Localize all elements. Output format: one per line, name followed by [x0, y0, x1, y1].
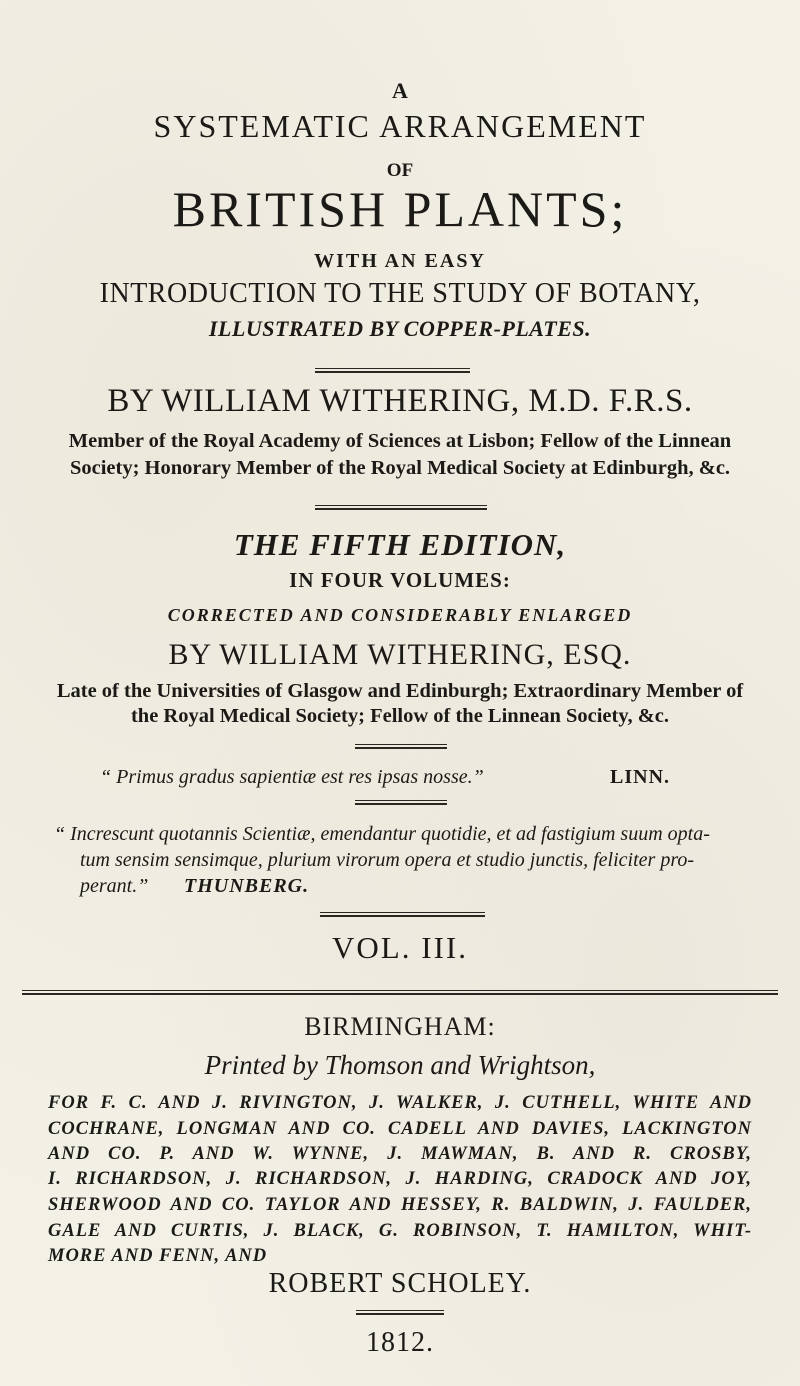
- imprint-city: BIRMINGHAM:: [304, 1012, 496, 1041]
- title-article: A: [392, 78, 408, 103]
- author-credentials-1: Member of the Royal Academy of Sciences at Lisbon; Fellow of the Linnean: [68, 430, 732, 452]
- title-of: OF: [386, 160, 414, 181]
- title-illustrated: ILLUSTRATED BY COPPER-PLATES.: [208, 316, 592, 341]
- imprint-printer: Printed by Thomson and Wrightson,: [204, 1050, 596, 1080]
- editor-line: BY WILLIAM WITHERING, ESQ.: [168, 638, 632, 671]
- epigraph-thunberg-line-2: tum sensim sensimque, plurium virorum opera et studio junctis, feliciter pro-: [80, 849, 695, 871]
- imprint-publishers-1: FOR F. C. AND J. RIVINGTON, J. WALKER, J. CUTHELL, WHITE AND: [48, 1093, 752, 1113]
- imprint-final-publisher: ROBERT SCHOLEY.: [268, 1268, 532, 1299]
- imprint-publishers-7: MORE AND FENN, AND: [48, 1246, 268, 1266]
- imprint-publishers-5: SHERWOOD AND CO. TAYLOR AND HESSEY, R. BALDWIN, J. FAULDER,: [48, 1195, 752, 1215]
- imprint-publishers-4: I. RICHARDSON, J. RICHARDSON, J. HARDING, CRADOCK AND JOY,: [48, 1169, 752, 1189]
- epigraph-linnaeus-author: LINN.: [610, 766, 671, 788]
- title-british-plants: BRITISH PLANTS;: [172, 181, 628, 237]
- divider-rule: [355, 800, 447, 805]
- title-systematic-arrangement: SYSTEMATIC ARRANGEMENT: [153, 108, 647, 144]
- editor-credentials-2: the Royal Medical Society; Fellow of the Linnean Society, &c.: [130, 705, 670, 727]
- title-introduction: INTRODUCTION TO THE STUDY OF BOTANY,: [99, 278, 701, 309]
- edition-title: THE FIFTH EDITION,: [233, 527, 567, 562]
- divider-rule: [320, 912, 485, 917]
- divider-rule: [315, 368, 470, 373]
- epigraph-thunberg-line-1: “ Increscunt quotannis Scientiæ, emendantur quotidie, et ad fastigium suum opta-: [54, 823, 710, 845]
- imprint-publishers-3: AND CO. P. AND W. WYNNE, J. MAWMAN, B. AND R. CROSBY,: [48, 1144, 752, 1164]
- editor-credentials-1: Late of the Universities of Glasgow and Edinburgh; Extraordinary Member of: [56, 680, 744, 702]
- imprint-publishers-6: GALE AND CURTIS, J. BLACK, G. ROBINSON, T. HAMILTON, WHIT-: [48, 1221, 752, 1241]
- author-line: BY WILLIAM WITHERING, M.D. F.R.S.: [107, 383, 693, 419]
- epigraph-thunberg-line-3: perant.”: [80, 875, 149, 897]
- author-credentials-2: Society; Honorary Member of the Royal Medical Society at Edinburgh, &c.: [69, 457, 731, 479]
- edition-corrected: CORRECTED AND CONSIDERABLY ENLARGED: [167, 605, 633, 625]
- divider-rule: [355, 744, 447, 749]
- divider-rule: [356, 1310, 444, 1315]
- epigraph-linnaeus: “ Primus gradus sapientiæ est res ipsas nosse.”: [100, 766, 484, 788]
- imprint-publishers-2: COCHRANE, LONGMAN AND CO. CADELL AND DAVIES, LACKINGTON: [48, 1119, 752, 1139]
- volume-number: VOL. III.: [332, 930, 468, 965]
- title-with-an-easy: WITH AN EASY: [314, 250, 486, 272]
- imprint-year: 1812.: [366, 1327, 434, 1358]
- edition-volumes: IN FOUR VOLUMES:: [289, 568, 511, 592]
- divider-rule-long: [22, 990, 778, 995]
- epigraph-thunberg-author: THUNBERG.: [184, 875, 310, 897]
- divider-rule: [315, 505, 487, 510]
